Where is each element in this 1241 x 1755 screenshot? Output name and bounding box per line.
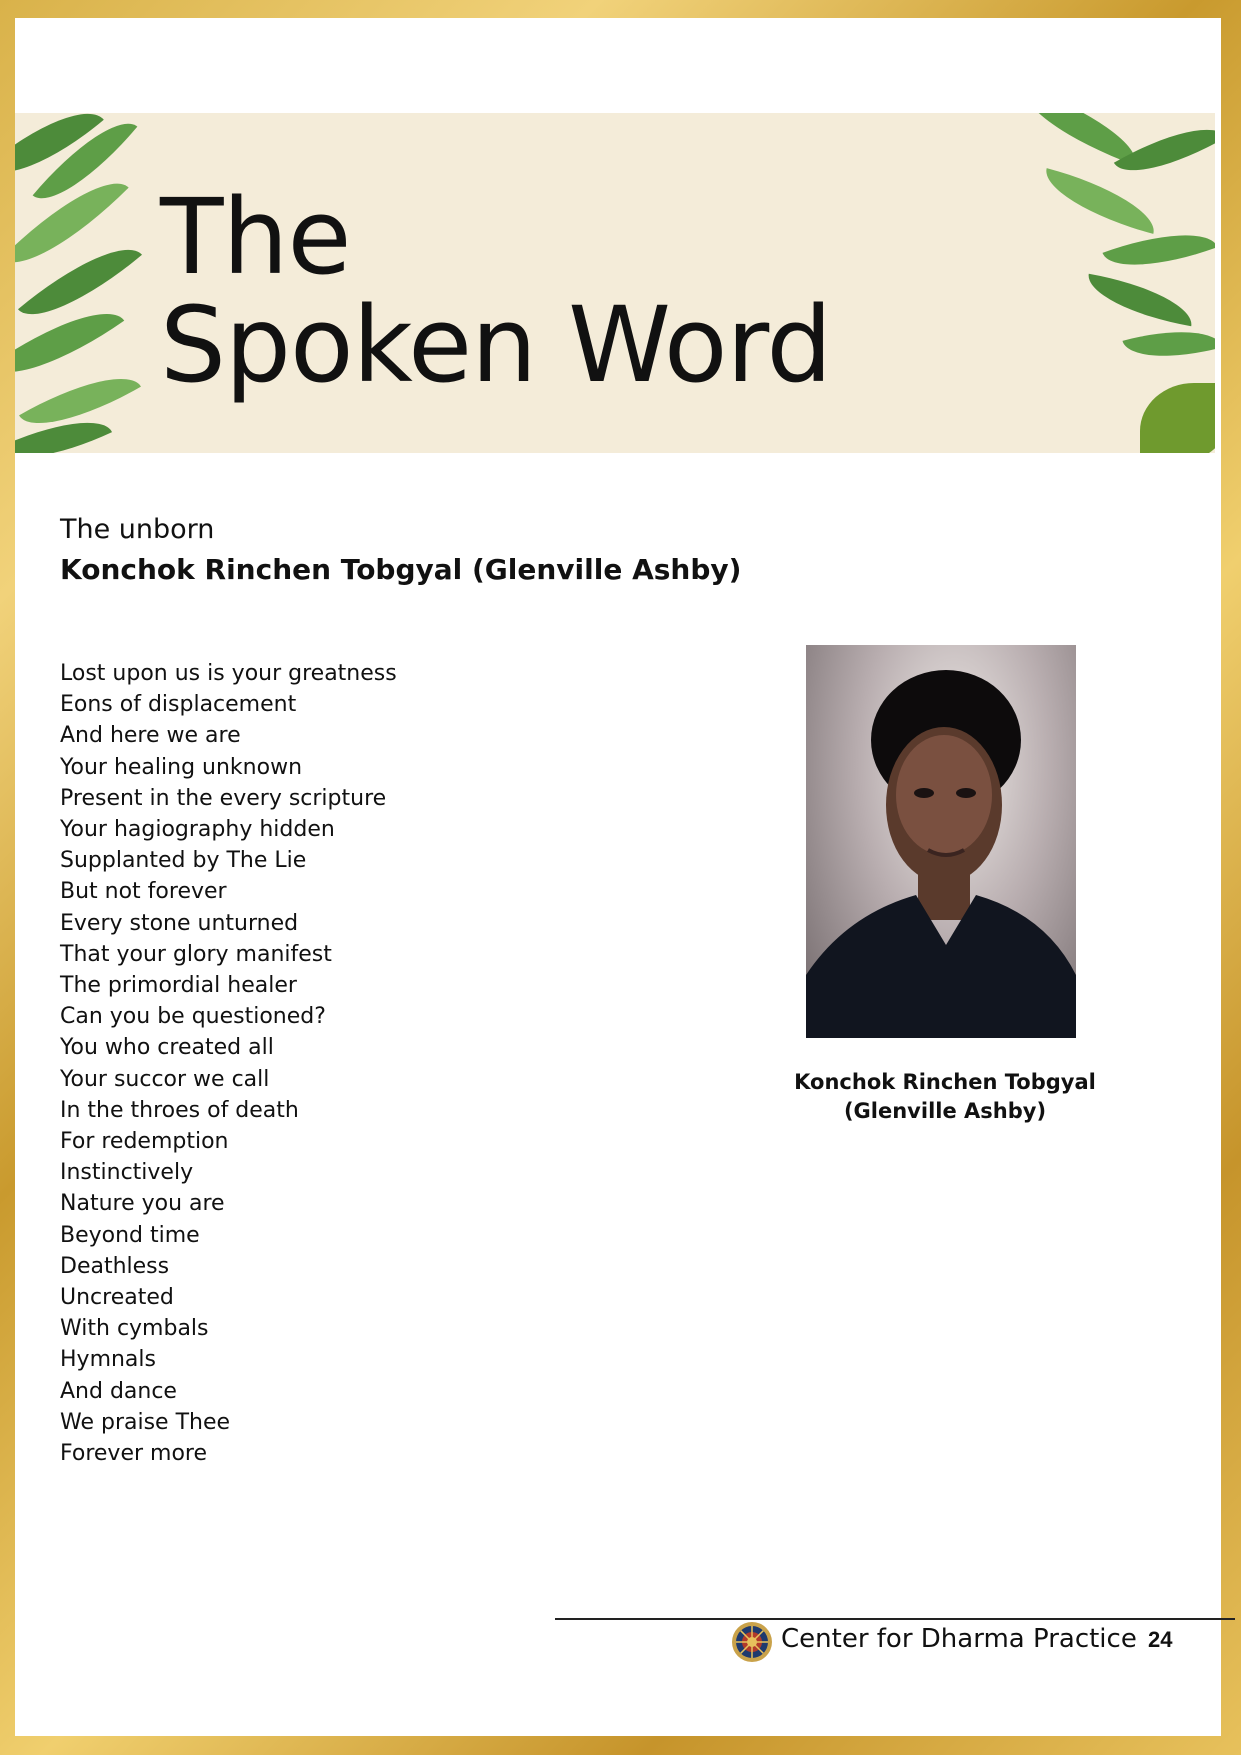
- leaf-decoration: [1122, 316, 1215, 371]
- poem-line: With cymbals: [60, 1316, 209, 1342]
- leaf-decoration: [1140, 383, 1215, 453]
- footer-organization: Center for Dharma Practice: [781, 1624, 1137, 1654]
- author-photo: [806, 645, 1076, 1038]
- poem-line: Hymnals: [60, 1347, 156, 1373]
- poem-line: Present in the every scripture: [60, 785, 387, 811]
- poem-line: In the throes of death: [60, 1097, 299, 1123]
- banner-title: [160, 176, 832, 406]
- dharma-wheel-logo-icon: [731, 1621, 773, 1663]
- poem-line: That your glory manifest: [60, 941, 332, 967]
- poem-line: Eons of displacement: [60, 692, 297, 718]
- poem-line: Your hagiography hidden: [60, 817, 335, 843]
- poem-line: But not forever: [60, 879, 227, 905]
- poem-line: Instinctively: [60, 1160, 194, 1186]
- poem-line: You who created all: [60, 1035, 274, 1061]
- poem-line: Lost upon us is your greatness: [60, 661, 397, 686]
- banner-title-line: Spoken Word: [160, 284, 832, 406]
- page: [15, 18, 1221, 1736]
- poem-line: And here we are: [60, 723, 241, 749]
- photo-caption-line: Konchok Rinchen Tobgyal: [794, 1070, 1096, 1094]
- poem-line: Forever more: [60, 1441, 208, 1467]
- poem-line: Can you be questioned?: [60, 1004, 326, 1030]
- poem-body: [60, 658, 397, 1469]
- poem-line: Nature you are: [60, 1191, 225, 1217]
- poem-line: We praise Thee: [60, 1409, 231, 1435]
- portrait-illustration: [806, 645, 1076, 1038]
- banner-title-line: The: [160, 176, 351, 298]
- poem-line: Beyond time: [60, 1222, 200, 1248]
- poem-line: Your healing unknown: [60, 754, 303, 780]
- photo-caption-line: (Glenville Ashby): [843, 1099, 1047, 1123]
- footer-divider: [555, 1618, 1235, 1620]
- poem-line: Supplanted by The Lie: [60, 848, 307, 874]
- poem-line: Every stone unturned: [60, 910, 299, 936]
- poem-author: Konchok Rinchen Tobgyal (Glenville Ashby): [60, 553, 742, 586]
- poem-line: Uncreated: [60, 1285, 174, 1311]
- banner: [15, 113, 1215, 453]
- poem-line: Deathless: [60, 1253, 170, 1279]
- poem-line: For redemption: [60, 1129, 229, 1155]
- poem-line: Your succor we call: [60, 1066, 270, 1092]
- poem-line: The primordial healer: [60, 973, 297, 999]
- leaf-decoration: [1103, 215, 1215, 285]
- poem-title: The unborn: [60, 514, 215, 545]
- leaf-decoration: [1037, 168, 1162, 234]
- leaf-decoration: [1083, 274, 1197, 327]
- photo-caption: [775, 1068, 1115, 1126]
- page-number: 24: [1148, 1627, 1173, 1652]
- poem-line: And dance: [60, 1378, 177, 1404]
